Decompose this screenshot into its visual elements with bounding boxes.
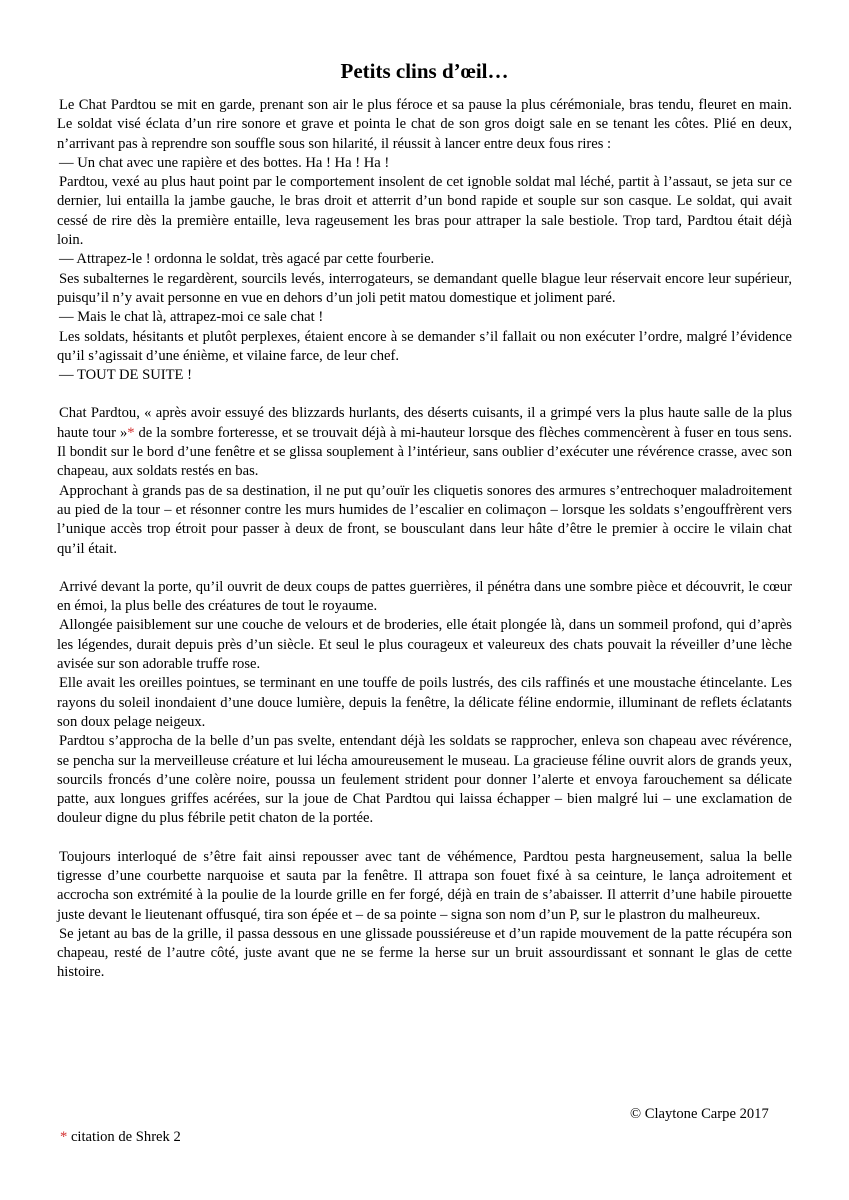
- footnote-star: *: [60, 1129, 68, 1145]
- story-text: [57, 96, 792, 983]
- footnote: [60, 1128, 181, 1147]
- paragraph: Le Chat Pardtou se mit en garde, prenant son air le plus féroce et sa pause la plus cérémoniale, bras tendu, fleuret en main. Le soldat visé éclata d’un rire sonore et grave et pointa le chat de son gros doigt sale en se tenant les côtes. Plié en deux, n’arrivant pas à reprendre son souffle sous son hilarité, il réussit à lancer entre deux fous rires :: [57, 97, 792, 152]
- quote-text: Chat Pardtou, « après avoir essuyé des blizzards hurlants, des déserts cuisants, il a grimpé vers la plus haute salle de la plus haute tour »: [57, 405, 792, 441]
- quote-continuation: de la sombre forteresse, et se trouvait déjà à mi-hauteur lorsque des flèches commencèrent à fuser en tous sens. Il bondit sur le bord d’une fenêtre et se glissa souplement à l’intérieur, sans oublier d’exécuter une révérence crasse, avec son chapeau, aux soldats restés en bas.: [57, 424, 792, 480]
- footnote-text: citation de Shrek 2: [67, 1129, 181, 1145]
- paragraph: Ses subalternes le regardèrent, sourcils levés, interrogateurs, se demandant quelle blague leur réservait encore leur supérieur, puisqu’il n’y avait personne en vue en dehors d’un joli petit matou domestique et joliment paré.: [57, 270, 792, 306]
- story-page: [57, 58, 792, 983]
- paragraph: Pardtou, vexé au plus haut point par le comportement insolent de cet ignoble soldat mal léché, partit à l’assaut, se jeta sur ce dernier, lui entailla la jambe gauche, le bras droit et atterrit d’un bond rapide et souple sur son casque. Le soldat, qui avait cessé de rire dès la première entaille, leva rageusement les bras pour attraper la sale bestiole. Trop tard, Pardtou était déjà loin.: [57, 174, 792, 249]
- paragraph: Pardtou s’approcha de la belle d’un pas svelte, entendant déjà les soldats se rapprocher, enleva son chapeau avec révérence, se pencha sur la merveilleuse créature et lui lécha amoureusement le museau. La gracieuse féline ouvrit alors de grands yeux, sourcils froncés d’une colère noire, poussa un feulement strident pour donner l’alerte et envoya farouchement sa délicate patte, aux longues griffes acérées, sur la joue de Chat Pardtou qui laissa échapper – bien malgré lui – une exclamation de douleur digne du plus fébrile petit chaton de la portée.: [57, 733, 792, 827]
- paragraph: Se jetant au bas de la grille, il passa dessous en une glissade poussiéreuse et d’un rapide mouvement de la patte récupéra son chapeau, resté de l’autre côté, juste avant que ne se ferme la herse sur un bruit assourdissant et sonnant le glas de cette histoire.: [57, 925, 792, 981]
- dialog-line: — TOUT DE SUITE !: [59, 367, 192, 384]
- paragraph: Les soldats, hésitants et plutôt perplexes, étaient encore à se demander s’il fallait ou non exécuter l’ordre, malgré l’évidence qu’il s’agissait d’une énième, et vilaine farce, de leur chef.: [57, 328, 792, 364]
- dialog-line: — Mais le chat là, attrapez-moi ce sale chat !: [59, 309, 324, 326]
- copyright-notice: © Claytone Carpe 2017: [630, 1106, 769, 1122]
- paragraph: Approchant à grands pas de sa destination, il ne put qu’ouïr les cliquetis sonores des armures s’entrechoquer maladroitement au pied de la tour – et résonner contre les murs humides de l’escalier en colimaçon – lorsque les soldats s’engouffrèrent vers l’unique accès trop étroit pour passer à deux de front, se bousculant dans leur hâte d’être le premier à occire le vilain chat qu’il était.: [57, 482, 792, 557]
- paragraph: Allongée paisiblement sur une couche de velours et de broderies, elle était plongée là, dans un sommeil profond, qui d’après les légendes, durait depuis près d’un siècle. Et seul le plus courageux et valeureux des chats pouvait la réveiller d’une lèche avisée sur son adorable truffe rose.: [57, 617, 792, 673]
- page-title: Petits clins d’œil…: [340, 59, 509, 83]
- paragraph: Elle avait les oreilles pointues, se terminant en une touffe de poils lustrés, des cils raffinés et une moustache étincelante. Les rayons du soleil inondaient d’une douce lumière, depuis la fenêtre, la délicate féline endormie, illuminant de reflets éclatants son doux pelage neigeux.: [57, 675, 792, 730]
- paragraph: Arrivé devant la porte, qu’il ouvrit de deux coups de pattes guerrières, il pénétra dans une sombre pièce et découvrit, le cœur en émoi, la plus belle des créatures de tout le royaume.: [57, 578, 792, 615]
- dialog-line: — Attrapez-le ! ordonna le soldat, très agacé par cette fourberie.: [59, 251, 435, 268]
- paragraph: Toujours interloqué de s’être fait ainsi repousser avec tant de véhémence, Pardtou pesta hargneusement, salua la belle tigresse d’une courbette narquoise et sauta par la fenêtre. Il attrapa son fouet fixé à sa ceinture, le lança adroitement et accrocha son extrémité à la poulie de la lourde grille en fer forgé, déjà en train de s’abaisser. Il atterrit d’une habile pirouette juste devant le lieutenant offusqué, tira son épée et – de sa pointe – signa son nom d’un P, sur le plastron du malheureux.: [57, 848, 792, 923]
- paragraph-quote: [57, 404, 792, 481]
- footnote-marker: *: [127, 424, 135, 441]
- dialog-line: — Un chat avec une rapière et des bottes. Ha ! Ha ! Ha !: [59, 154, 390, 171]
